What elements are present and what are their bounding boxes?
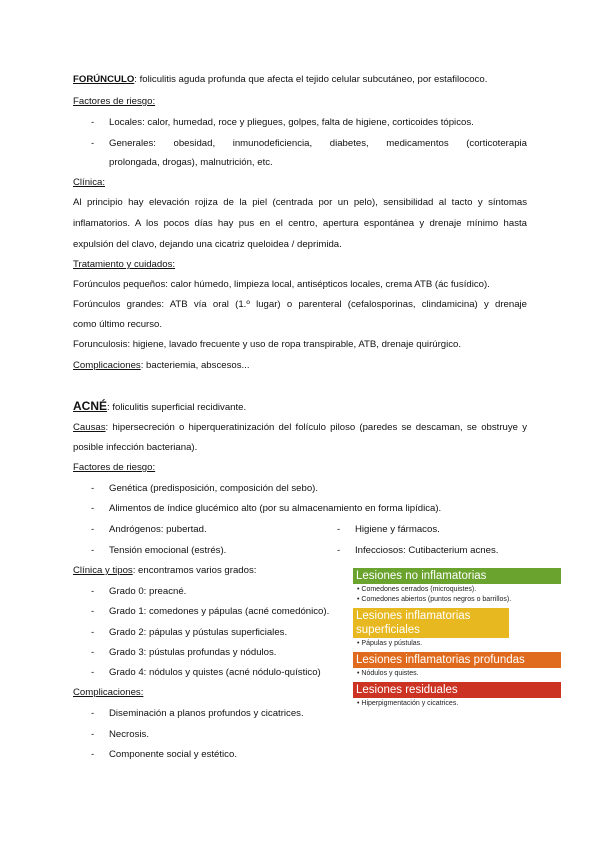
dash: - — [337, 545, 341, 556]
acne-complicaciones-item: Componente social y estético. — [109, 749, 237, 760]
forunculo-clinica-text: Al principio hay elevación rojiza de la piel (centrada por un pelo), sensibilidad al tacto y síntomas — [73, 197, 527, 208]
acne-complicaciones-item: Diseminación a planos profundos y cicatrices. — [109, 708, 304, 719]
acne-riesgo-title: Factores de riesgo: — [73, 462, 156, 473]
forunculo-tratamiento-text: como último recurso. — [73, 319, 163, 330]
acne-riesgo-item: Genética (predisposición, composición del sebo). — [109, 483, 319, 494]
acne-clinica-line — [73, 565, 256, 577]
acne-heading-line — [73, 400, 246, 414]
dash: - — [91, 749, 95, 760]
acne-grado-item: Grado 2: pápulas y pústulas superficiales. — [109, 627, 288, 638]
dash: - — [91, 729, 95, 740]
lesion-item: • Comedones cerrados (microquistes). — [357, 586, 477, 593]
dash: - — [91, 545, 95, 556]
acne-riesgo-item: Alimentos de índice glucémico alto (por su almacenamiento en forma lipídica). — [109, 503, 442, 514]
acne-clinica-intro: : encontramos varios grados: — [132, 565, 257, 576]
lesiones-inflamatorias-superficiales-header: Lesiones inflamatorias superficiales — [353, 608, 509, 638]
lesiones-inflamatorias-profundas-header: Lesiones inflamatorias profundas — [353, 652, 561, 668]
forunculo-riesgo-item: Locales: calor, humedad, roce y pliegues, golpes, falta de higiene, corticoides tópicos. — [109, 117, 474, 128]
dash: - — [91, 606, 95, 617]
acne-causas-line — [73, 422, 527, 434]
acne-grado-item: Grado 4: nódulos y quistes (acné nódulo-quístico) — [109, 667, 321, 678]
lesion-item: • Hiperpigmentación y cicatrices. — [357, 700, 459, 707]
acne-grado-item: Grado 1: comedones y pápulas (acné comedónico). — [109, 606, 330, 617]
lesion-item: • Nódulos y quistes. — [357, 670, 419, 677]
forunculo-title: FORÚNCULO — [73, 74, 135, 85]
forunculo-complicaciones-text: : bacteriemia, abscesos... — [140, 360, 250, 371]
forunculo-riesgo-item: Generales: obesidad, inmunodeficiencia, diabetes, medicamentos (corticoterapia — [109, 138, 527, 149]
forunculo-heading-line — [73, 74, 487, 86]
dash: - — [91, 708, 95, 719]
forunculo-tratamiento-text: Forunculosis: higiene, lavado frecuente y uso de ropa transpirable, ATB, drenaje quirúrgico. — [73, 339, 462, 350]
acne-causas-text: posible infección bacteriana). — [73, 442, 198, 453]
acne-riesgo-item-right: Higiene y fármacos. — [355, 524, 440, 535]
lesiones-residuales-header: Lesiones residuales — [353, 682, 561, 698]
acne-definition: : foliculitis superficial recidivante. — [107, 402, 247, 413]
lesion-item: • Comedones abiertos (puntos negros o barrillos). — [357, 596, 512, 603]
dash: - — [91, 627, 95, 638]
acne-complicaciones-title: Complicaciones: — [73, 687, 144, 698]
lesiones-profundas-list — [353, 668, 561, 682]
dash: - — [91, 586, 95, 597]
lesiones-superficiales-list — [353, 638, 561, 652]
dash: - — [91, 138, 95, 149]
forunculo-complicaciones-line — [73, 360, 250, 372]
forunculo-definition: : foliculitis aguda profunda que afecta el tejido celular subcutáneo, por estafilococo. — [134, 74, 488, 85]
acne-causas-title: Causas — [73, 422, 106, 433]
lesiones-residuales-list — [353, 698, 561, 712]
acne-causas-text: : hipersecreción o hiperqueratinización del folículo piloso (paredes se descaman, se obstruye y — [105, 422, 527, 433]
acne-riesgo-item: Tensión emocional (estrés). — [109, 545, 227, 556]
forunculo-riesgo-title: Factores de riesgo: — [73, 96, 156, 107]
forunculo-riesgo-item-cont: prolongada, drogas), malnutrición, etc. — [109, 157, 273, 168]
dash: - — [91, 647, 95, 658]
acne-title: ACNÉ — [73, 399, 108, 413]
dash: - — [91, 117, 95, 128]
dash: - — [91, 483, 95, 494]
lesiones-no-inflamatorias-list — [353, 584, 561, 608]
forunculo-clinica-text: expulsión del clavo, dejando una cicatriz queloidea / deprimida. — [73, 239, 342, 250]
acne-grado-item: Grado 3: pústulas profundas y nódulos. — [109, 647, 277, 658]
lesiones-no-inflamatorias-header: Lesiones no inflamatorias — [353, 568, 561, 584]
forunculo-clinica-text: inflamatorios. A los pocos días hay pus en el centro, apertura espontánea y drenaje mínimo hasta — [73, 218, 527, 229]
dash: - — [91, 524, 95, 535]
lesion-item: • Pápulas y pústulas. — [357, 640, 423, 647]
acne-grado-item: Grado 0: preacné. — [109, 586, 187, 597]
acne-clinica-title: Clínica y tipos — [73, 565, 133, 576]
acne-riesgo-item-right: Infecciosos: Cutibacterium acnes. — [355, 545, 499, 556]
lesiones-table — [353, 568, 561, 750]
forunculo-tratamiento-title: Tratamiento y cuidados: — [73, 259, 176, 270]
dash: - — [91, 503, 95, 514]
forunculo-tratamiento-text: Forúnculos pequeños: calor húmedo, limpieza local, antisépticos locales, crema ATB (ác fusídico). — [73, 279, 490, 290]
forunculo-clinica-title: Clínica: — [73, 177, 105, 188]
acne-complicaciones-item: Necrosis. — [109, 729, 149, 740]
acne-riesgo-item: Andrógenos: pubertad. — [109, 524, 207, 535]
forunculo-tratamiento-text: Forúnculos grandes: ATB vía oral (1.º lugar) o parenteral (cefalosporinas, clindamicina) y drenaje — [73, 299, 527, 310]
dash: - — [337, 524, 341, 535]
forunculo-complicaciones-title: Complicaciones — [73, 360, 141, 371]
dash: - — [91, 667, 95, 678]
